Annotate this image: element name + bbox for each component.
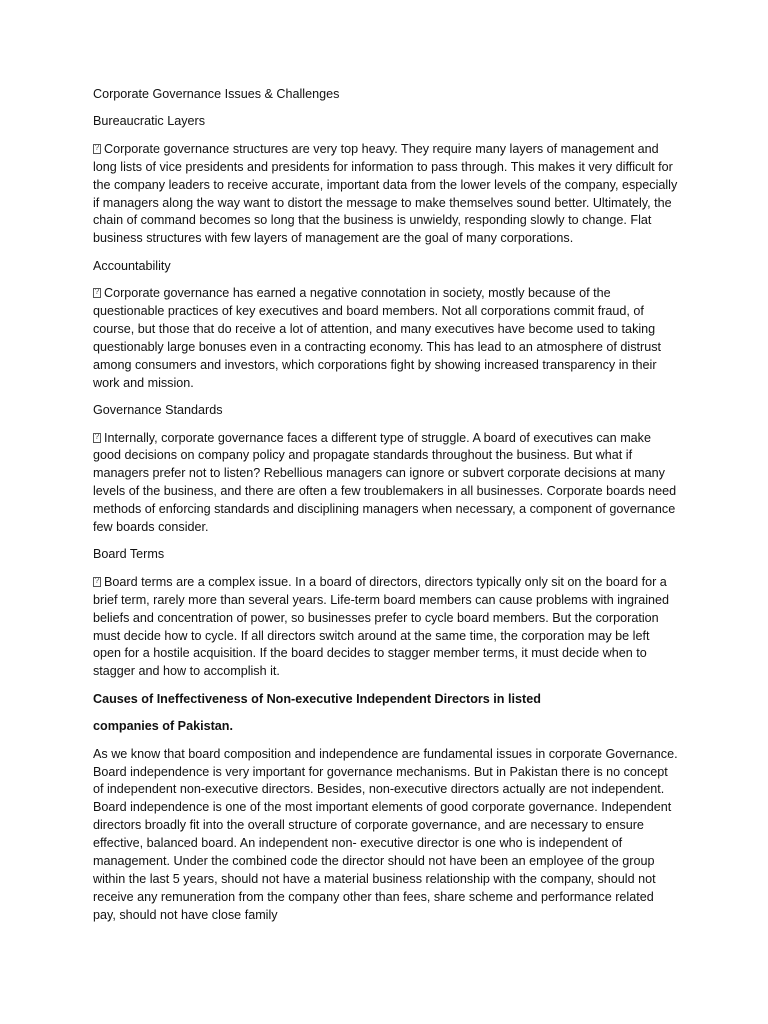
missing-glyph-icon <box>93 577 101 587</box>
paragraph-text: Corporate governance structures are very top heavy. They require many layers of management and long lists of vice presidents and presidents for information to pass through. This makes it very difficult for the company leaders to receive accurate, important data from the lower levels of the company, especially if managers along the way want to distort the message to make themselves sound better. Ultimately, the chain of command becomes so long that the business is unwieldy, responding slowly to change. Flat business structures with few layers of management are the goal of many corporations. <box>93 141 678 246</box>
missing-glyph-icon <box>93 288 101 298</box>
section-paragraph-governance-standards <box>93 430 678 537</box>
paragraph-text: Corporate governance has earned a negative connotation in society, mostly because of the questionable practices of key executives and board members. Not all corporations commit fraud, of course, but those that do receive a lot of attention, and many executives have become used to taking questionably large bonuses even in a contracting economy. This has lead to an atmosphere of distrust among consumers and investors, which corporations fight by showing increased transparency in their work and mission. <box>93 286 661 390</box>
document-page <box>93 86 678 934</box>
causes-heading-line-2: companies of Pakistan. <box>93 719 233 734</box>
section-heading-bureaucratic-layers: Bureaucratic Layers <box>93 114 205 129</box>
causes-paragraph: As we know that board composition and independence are fundamental issues in corporate Governance. Board independence is very important for governance mechanisms. But in Pakistan there is no concept of independent non-executive directors. Besides, non-executive directors actually are not independent. Board independence is one of the most important elements of good corporate governance. Independent directors broadly fit into the overall structure of corporate governance, and are necessary to ensure effective, balanced board. An independent non- executive director is one who is independent of management. Under the combined code the director should not have been an employee of the group within the last 5 years, should not have a material business relationship with the company, should not receive any remuneration from the company other than fees, share scheme and performance related pay, should not have close family <box>93 746 678 922</box>
section-paragraph-accountability <box>93 285 678 392</box>
section-paragraph-bureaucratic-layers <box>93 141 678 248</box>
paragraph-text: Internally, corporate governance faces a different type of struggle. A board of executives can make good decisions on company policy and propagate standards throughout the business. But what if managers prefer not to listen? Rebellious managers can ignore or subvert corporate decisions at many levels of the business, and there are often a few troublemakers in all businesses. Corporate boards need methods of enforcing standards and disciplining managers when necessary, a component of governance few boards consider. <box>93 430 677 535</box>
paragraph-text: Board terms are a complex issue. In a board of directors, directors typically only sit on the board for a brief term, rarely more than several years. Life-term board members can cause problems with ingrained beliefs and concentration of power, so businesses prefer to cycle board members. But the corporation must decide how to cycle. If all directors switch around at the same time, the corporation may be left open for a hostile acquisition. If the board decides to stagger member terms, it must decide when to stagger and how to accomplish it. <box>93 574 670 679</box>
section-heading-governance-standards: Governance Standards <box>93 403 223 418</box>
document-title: Corporate Governance Issues & Challenges <box>93 87 340 101</box>
section-heading-board-terms: Board Terms <box>93 547 165 562</box>
causes-heading-line-1: Causes of Ineffectiveness of Non-executive Independent Directors in listed <box>93 691 541 706</box>
missing-glyph-icon <box>93 433 101 443</box>
missing-glyph-icon <box>93 144 101 154</box>
section-paragraph-board-terms <box>93 574 678 681</box>
section-heading-accountability: Accountability <box>93 258 171 273</box>
